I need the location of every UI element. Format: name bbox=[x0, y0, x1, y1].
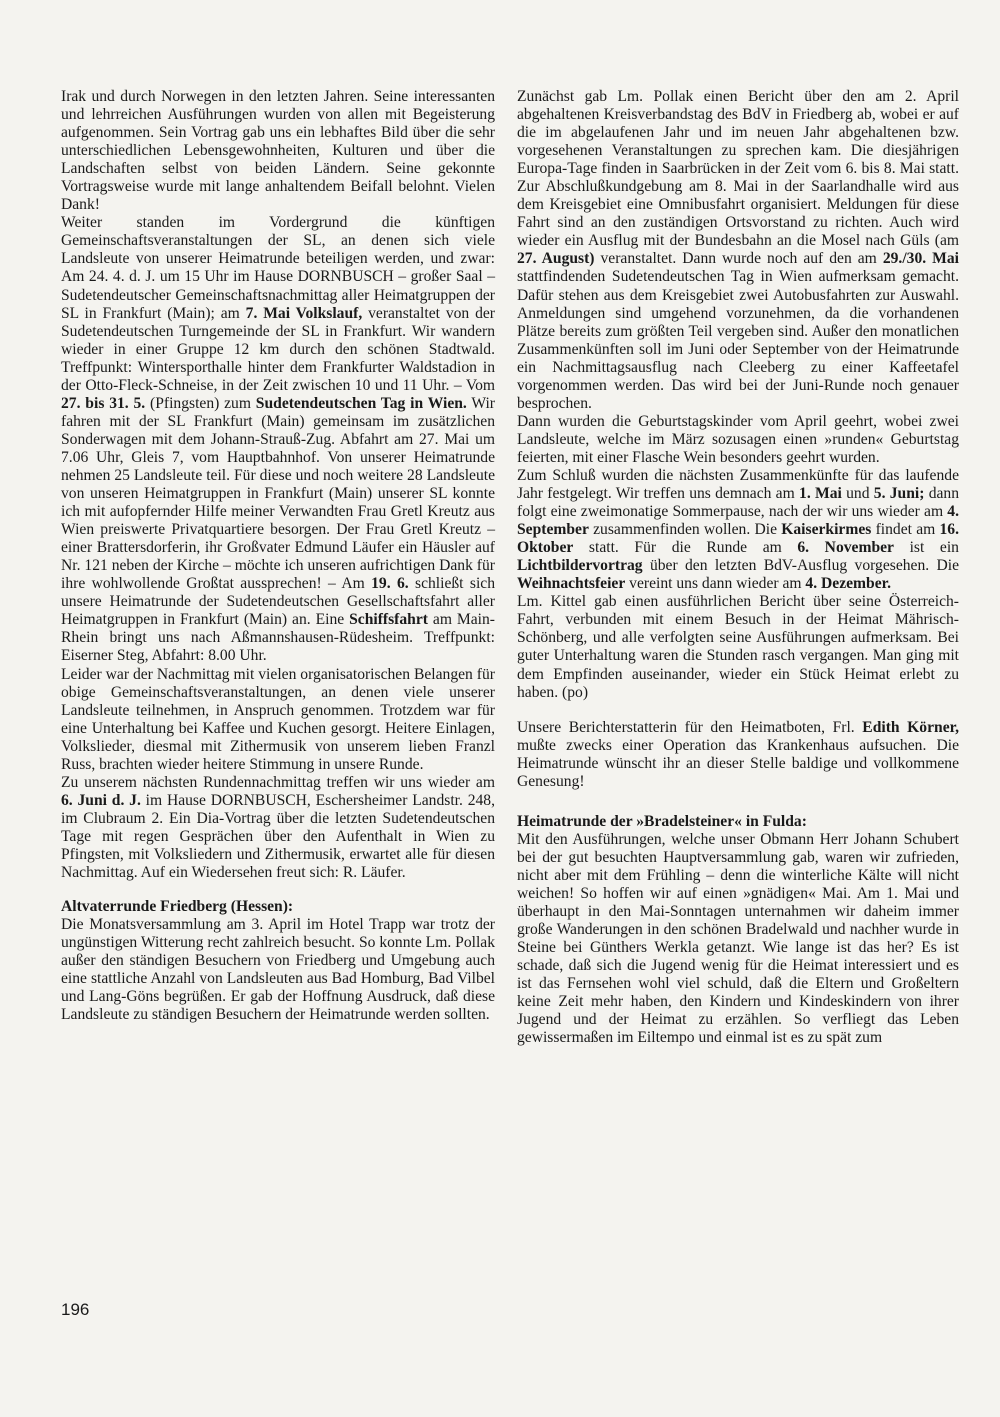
section-heading-bradelsteiner: Heimatrunde der »Bradelsteiner« in Fulda: bbox=[517, 812, 807, 830]
paragraph-gemeinschaftsveranstaltungen: Weiter standen im Vordergrund die künftigen Gemeinschaftsveranstaltungen der SL, an denen sich viele Landsleute von unserer Heimatrunde beteiligen werden, und zwar: Am 24. 4. d. J. um 15 Uhr im Hause DORNBUSCH – großer Saal – Sudetendeutscher Gemeinschaftsnachmittag aller Heimatgruppen der SL in Frankfurt (Main); am 7. Mai Volkslauf, veranstaltet von der Sudetendeutschen Turngemeinde der SL in Frankfurt. Wir wandern wieder in einer Gruppe 12 km durch den schönen Stadtwald. Treffpunkt: Wintersporthalle hinter dem Frankfurter Waldstadion in der Otto-Fleck-Schneise, in der Zeit zwischen 10 und 11 Uhr. – Vom 27. bis 31. 5. (Pfingsten) zum Sudetendeutschen Tag in Wien. Wir fahren mit der SL Frankfurt (Main) gemeinsam im zusätzlichen Sonderwagen mit dem Johann-Strauß-Zug. Abfahrt am 27. Mai um 7.06 Uhr, Gleis 7, vom Hauptbahnhof. Von unserer Heimatrunde nehmen 25 Landsleute teil. Für diese und noch weitere 28 Landsleute von unseren Heimatgruppen in Frankfurt (Main) unserer SL konnte ich mit aufopfernder Hilfe meiner Verwandten Frau Gretl Kreutz aus Wien preiswerte Privatquartiere besorgen. Der Frau Gretl Kreutz – einer Brattersdorferin, ihr Großvater Edmund Läufer ein Häusler auf Nr. 121 neben der Kirche – möchte ich unseren aufrichtigen Dank für ihre wohlwollende Großtat aussprechen! – Am 19. 6. schließt sich unsere Heimatrunde der Sudetendeutschen Gesellschaftsfahrt aller Heimatgruppen in Frankfurt (Main) an. Eine Schiffsfahrt am Main-Rhein bringt uns nach Aßmannshausen-Rüdesheim. Treffpunkt: Eiserner Steg, Abfahrt: 8.00 Uhr. bbox=[61, 214, 495, 665]
paragraph-nachmittag: Leider war der Nachmittag mit vielen organisatorischen Belangen für obige Gemeinschaftsveranstaltungen, an denen viele unserer Landsleute teilnehmen, in Anspruch genommen. Trotzdem war für eine Unterhaltung bei Kaffee und Kuchen gesorgt. Heitere Einlagen, Volkslieder, diesmal mit Zithermusik von unserem lieben Franzl Russ, brachten wieder heitere Stimmung in unsere Runde. bbox=[61, 665, 495, 773]
paragraph-naechster-rundennachmittag: Zu unserem nächsten Rundennachmittag treffen wir uns wieder am 6. Juni d. J. im Hause DORNBUSCH, Eschersheimer Landstr. 248, im Clubraum 2. Ein Dia-Vortrag über die letzten Sudetendeutschen Tage mit regen Gesprächen über den Aufenthalt in Wien zu Pfingsten, mit Volksliedern und Zithermusik, erwartet alle für diesen Nachmittag. Auf ein Wiedersehen freut sich: R. Läufer. bbox=[61, 773, 495, 882]
section-heading-altvaterrunde: Altvaterrunde Friedberg (Hessen): bbox=[61, 898, 294, 916]
paragraph-kreisverbandstag: Zunächst gab Lm. Pollak einen Bericht über den am 2. April abgehaltenen Kreisverbandstag des BdV in Friedberg ab, wobei er auf die im abgelaufenen Jahr und im neuen Jahr abgehaltenen bzw. vorgesehenen Veranstaltungen zu sprechen kam. Die diesjährigen Europa-Tage finden in Saarbrücken in der Zeit vom 6. bis 8. Mai statt. Zur Abschlußkundgebung am 8. Mai in der Saarlandhalle wird aus dem Kreisgebiet eine Omnibusfahrt organisiert. Meldungen für diese Fahrt sind an den zuständigen Ortsvorstand zu richten. Auch wird wieder ein Ausflug mit der Bundesbahn an die Mosel nach Güls (am 27. August) veranstaltet. Dann wurde noch auf den am 29./30. Mai stattfindenden Sudetendeutschen Tag in Wien aufmerksam gemacht. Dafür stehen aus dem Kreisgebiet zwei Autobusfahrten zur Auswahl. Anmeldungen sind umgehend vorzunehmen, da die vorhandenen Plätze bereits zum größten Teil vergeben sind. Außer den monatlichen Zusammenkünften soll im Juni oder September von der Heimatrunde ein Nachmittagsausflug nach Cleeberg zu einer Kaffeetafel vorgenommen werden. Das wird bei der Juni-Runde noch genauer besprochen. bbox=[517, 88, 959, 412]
paragraph-monatsversammlung: Die Monatsversammlung am 3. April im Hotel Trapp war trotz der ungünstigen Witterung recht zahlreich besucht. So konnte Lm. Pollak außer den ständigen Besuchern von Friedberg und Umgebung auch eine stattliche Anzahl von Landsleuten aus Bad Homburg, Bad Vilbel und Lang-Göns begrüßen. Er gab der Hoffnung Ausdruck, daß diese Landsleute zu ständigen Besuchern der Heimatrunde werden sollten. bbox=[61, 916, 495, 1024]
paragraph-zusammenkuenfte: Zum Schluß wurden die nächsten Zusammenkünfte für das laufende Jahr festgelegt. Wir treffen uns demnach am 1. Mai und 5. Juni; dann folgt eine zweimonatige Sommerpause, nach der wir uns wieder am 4. September zusammenfinden wollen. Die Kaiserkirmes findet am 16. Oktober statt. Für die Runde am 6. November ist ein Lichtbildervortrag über den letzten BdV-Ausflug vorgesehen. Die Weihnachtsfeier vereint uns dann wieder am 4. Dezember. bbox=[517, 466, 960, 593]
right-column bbox=[517, 88, 959, 1047]
paragraph-hauptversammlung: Mit den Ausführungen, welche unser Obmann Herr Johann Schubert bei der gut besuchten Hauptversammlung gab, waren wir zufrieden, nicht aber mit dem Frühling – denn die winterliche Kälte will nicht weichen! So hoffen wir auf einen »gnädigen« Mai. Am 1. Mai und überhaupt in den Mai-Sonntagen unternahmen wir daheim immer große Wanderungen in den schönen Bradelwald und nachher wurde in Steine bei Günthers Werkla getanzt. Wie lange ist das her? Es ist schade, daß sich die Jugend wenig für die Heimat interessiert und es ist das Fernsehen wohl viel schuld, daß die Eltern und Großeltern keine Zeit mehr haben, den Kindern und Kindeskindern von ihrer Jugend und der Heimat zu erzählen. So verfliegt das Leben gewissermaßen im Eiltempo und einmal ist es zu spät zum bbox=[517, 830, 959, 1047]
paragraph-geburtstagskinder: Dann wurden die Geburtstagskinder vom April geehrt, wobei zwei Landsleute, welche im März sozusagen einen »runden« Geburtstag feierten, mit einer Flasche Wein besonders geehrt wurden. bbox=[517, 412, 959, 466]
paragraph-heimatrunde-vortrag: Irak und durch Norwegen in den letzten Jahren. Seine interessanten und lehrreichen Ausführungen wurden von allen mit Begeisterung aufgenommen. Sein Vortrag gab uns ein lebhaftes Bild über die sehr unterschiedlichen Lebensgewohnheiten, Kulturen und über die Landschaften selbst von beiden Ländern. Seine gekonnte Vortragsweise wurde mit lange anhaltendem Beifall belohnt. Vielen Dank! bbox=[61, 88, 495, 214]
paragraph-oesterreich-fahrt: Lm. Kittel gab einen ausführlichen Bericht über seine Österreich-Fahrt, verbunden mit einem Besuch in der Heimat Mährisch-Schönberg, und alle verfolgten seine Ausführungen aufmerksam. Bei guter Unterhaltung waren die Stunden rasch vergangen. Man ging mit dem Empfinden auseinander, wieder ein Stück Heimat erlebt zu haben. (po) bbox=[517, 593, 959, 701]
page-number: 196 bbox=[61, 1300, 90, 1319]
left-column bbox=[61, 88, 495, 1024]
paragraph-berichterstatterin: Unsere Berichterstatterin für den Heimatboten, Frl. Edith Körner, mußte zwecks einer Operation das Krankenhaus aufsuchen. Die Heimatrunde wünscht ihr an dieser Stelle baldige und vollkommene Genesung! bbox=[517, 718, 960, 790]
